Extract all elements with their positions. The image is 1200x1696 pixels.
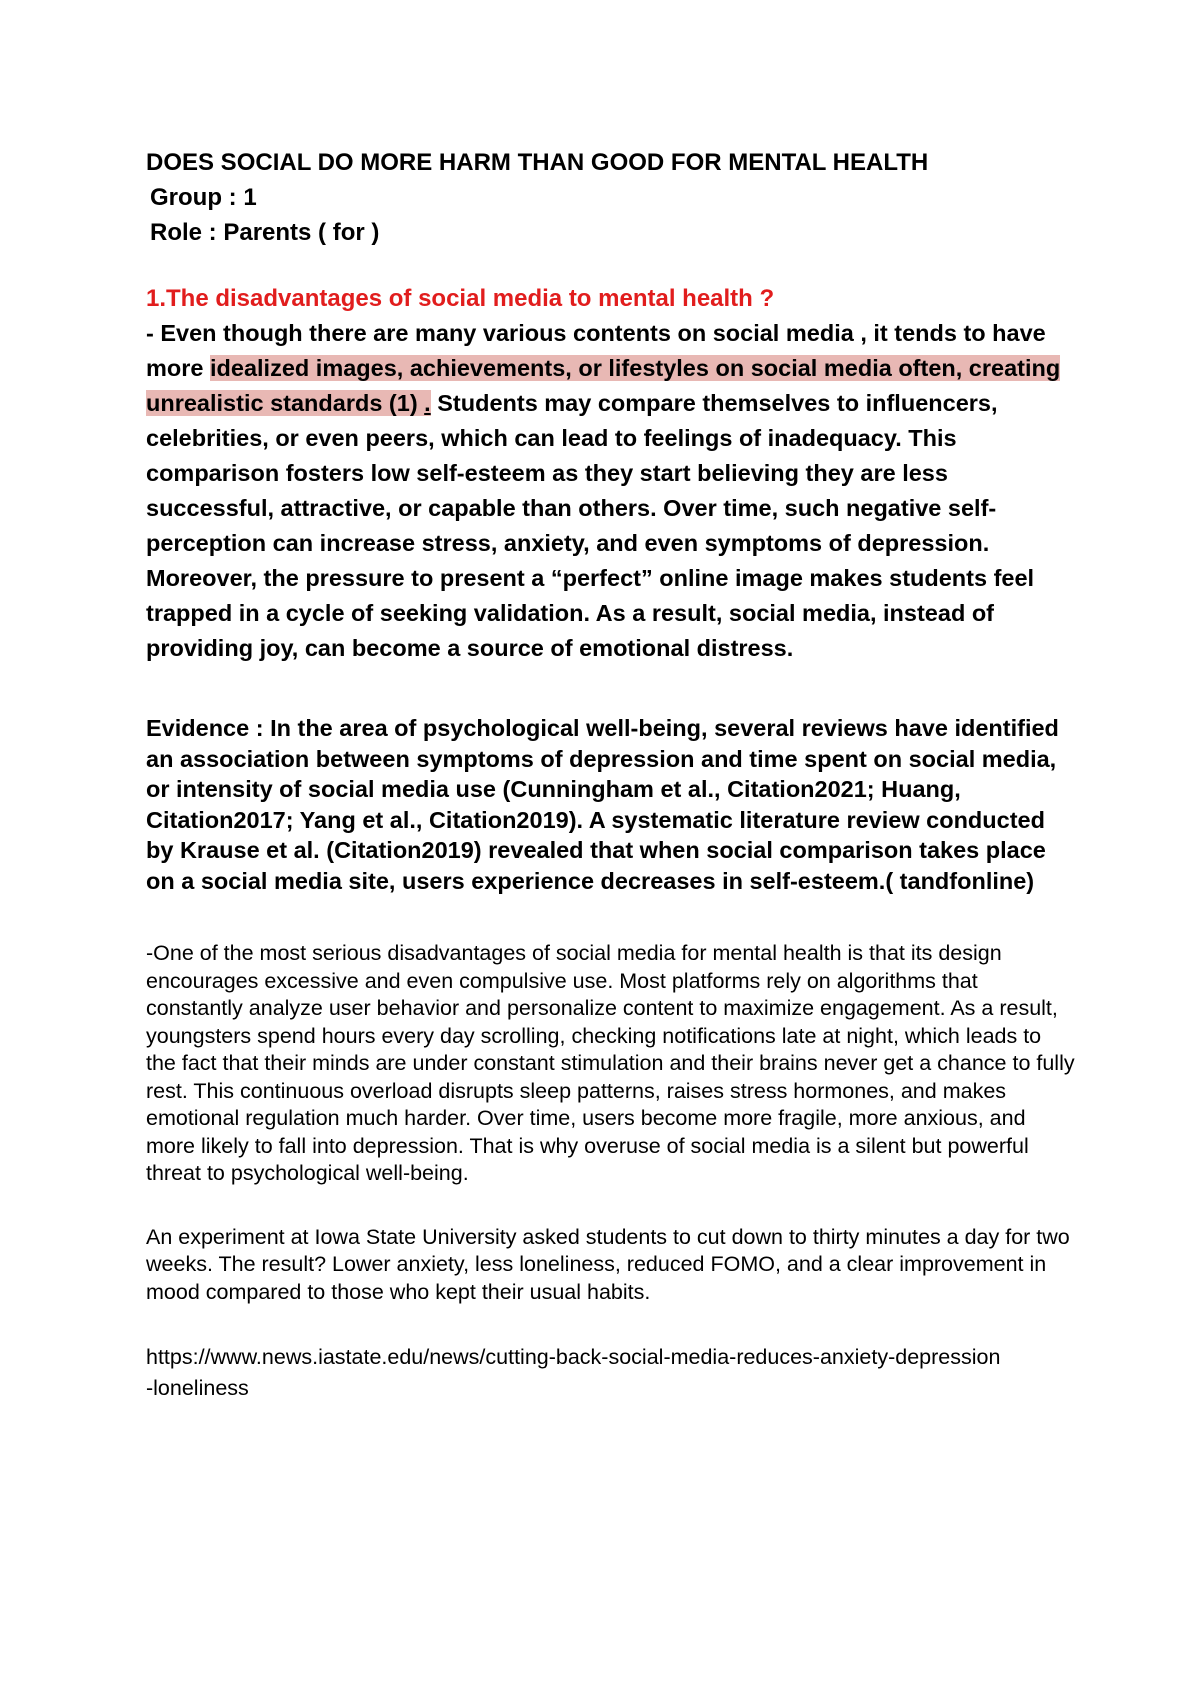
evidence-text: : In the area of psychological well-being, several reviews have identified an association between symptoms of depression and time spent on social media, or intensity of social media use (Cunningham et al., Citation2021; Huang, Citation2017; Yang et al., Citation2019). A systematic literature review conducted by Krause et al. (Citation2019) revealed that when social comparison takes place on a social media site, users experience decreases in self-esteem.( tandfonline) xyxy=(146,715,1059,894)
intro-text: - Even though there are many various contents on social media , it tends to have more xyxy=(146,320,1046,381)
evidence-label: Evidence xyxy=(146,715,250,741)
paragraph-rest: Students may compare themselves to influencers, celebrities, or even peers, which can lead to feelings of inadequacy. This comparison fosters low self-esteem as they start believing they are less successful, attractive, or capable than others. Over time, such negative self-perception can increase stress, anxiety, and even symptoms of depression. Moreover, the pressure to present a “perfect” online image makes students feel trapped in a cycle of seeking validation. As a result, social media, instead of providing joy, can become a source of emotional distress. xyxy=(146,390,1035,661)
document-title: DOES SOCIAL DO MORE HARM THAN GOOD FOR MENTAL HEALTH xyxy=(146,149,929,176)
source-url[interactable]: https://www.news.iastate.edu/news/cutting-back-social-media-reduces-anxiety-depression-loneliness xyxy=(146,1345,1001,1400)
section-paragraph xyxy=(146,316,1076,666)
evidence-paragraph xyxy=(146,713,1076,896)
highlighted-period: . xyxy=(424,390,431,416)
experiment-paragraph: An experiment at Iowa State University asked students to cut down to thirty minutes a day for two weeks. The result? Lower anxiety, less loneliness, reduced FOMO, and a clear improvement in mood compared to those who kept their usual habits. xyxy=(146,1224,1070,1304)
document-body xyxy=(146,146,1076,1404)
highlighted-phrase: idealized images, achievements, or lifestyles on social media often, creating unrealistic standards (1) xyxy=(146,355,1061,416)
section-heading: 1.The disadvantages of social media to mental health ? xyxy=(146,285,775,312)
role-label: Role : Parents ( for ) xyxy=(150,219,380,246)
compulsive-use-paragraph: -One of the most serious disadvantages of social media for mental health is that its design encourages excessive and even compulsive use. Most platforms rely on algorithms that constantly analyze user behavior and personalize content to maximize engagement. As a result, youngsters spend hours every day scrolling, checking notifications late at night, which leads to the fact that their minds are under constant stimulation and their brains never get a chance to fully rest. This continuous overload disrupts sleep patterns, raises stress hormones, and makes emotional regulation much harder. Over time, users become more fragile, more anxious, and more likely to fall into depression. That is why overuse of social media is a silent but powerful threat to psychological well-being. xyxy=(146,941,1075,1185)
group-label: Group : 1 xyxy=(150,184,257,211)
